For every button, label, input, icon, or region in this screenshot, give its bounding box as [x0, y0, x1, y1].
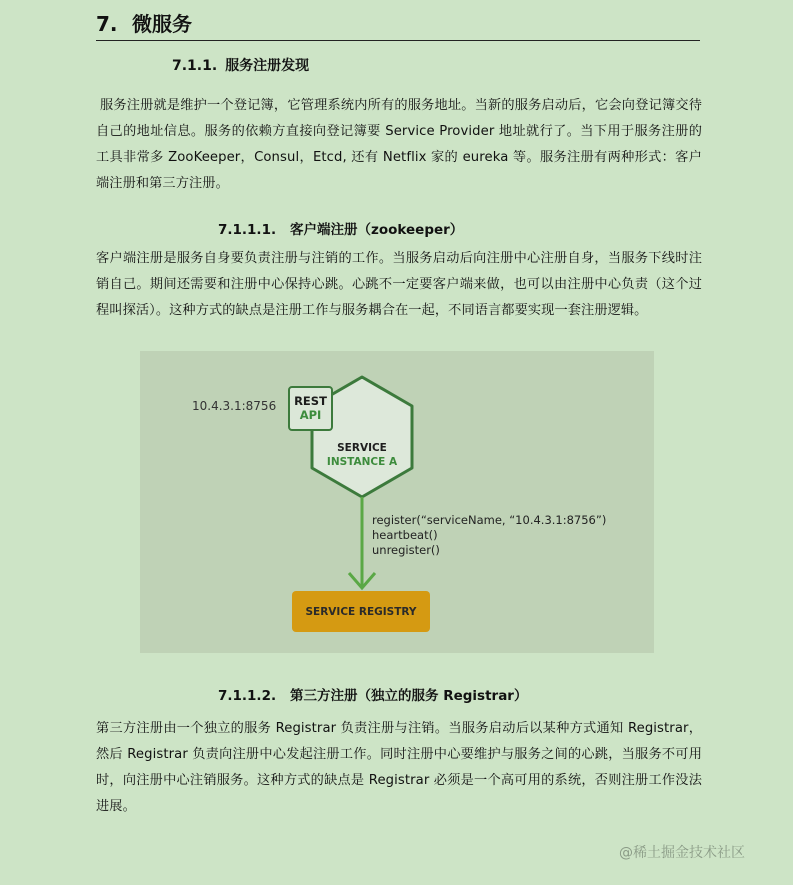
rest-api-box	[288, 386, 333, 431]
service-label: SERVICE	[337, 442, 387, 454]
subsection-heading	[172, 56, 309, 76]
section-number: 7.	[96, 12, 118, 36]
intro-paragraph: 服务注册就是维护一个登记簿，它管理系统内所有的服务地址。当新的服务启动后，它会向登记簿交待自己的地址信息。服务的依赖方直接向登记簿要 Service Provider 地址就行了。当下用于服务注册的工具非常多 ZooKeeper，Consul，Etcd, 还有 Netflix 家的 eureka 等。服务注册有两种形式：客户端注册和第三方注册。	[96, 98, 702, 191]
section-title: 微服务	[132, 12, 192, 36]
client-registration-title: 客户端注册（zookeeper）	[290, 222, 464, 238]
service-registry-box: SERVICE REGISTRY	[292, 591, 430, 632]
watermark: @稀土掘金技术社区	[619, 845, 745, 861]
client-registration-diagram	[140, 351, 654, 653]
section-heading	[96, 10, 700, 41]
client-registration-heading	[218, 220, 463, 240]
registry-calls	[372, 513, 606, 558]
api-label: API	[299, 408, 322, 422]
rest-label: REST	[294, 394, 327, 408]
register-call: register(“serviceName, “10.4.3.1:8756”)	[372, 513, 607, 527]
third-party-registration-paragraph: 第三方注册由一个独立的服务 Registrar 负责注册与注销。当服务启动后以某种方式通知 Registrar，然后 Registrar 负责向注册中心发起注册工作。同时注册中心要维护与服务之间的心跳，当服务不可用时，向注册中心注销服务。这种方式的缺点是 Registrar 必须是一个高可用的系统，否则注册工作没法进展。	[96, 721, 702, 814]
subsection-title: 服务注册发现	[225, 58, 310, 74]
client-registration-paragraph: 客户端注册是服务自身要负责注册与注销的工作。当服务启动后向注册中心注册自身，当服务下线时注销自己。期间还需要和注册中心保持心跳。心跳不一定要客户端来做，也可以由注册中心负责（这个过程叫探活）。这种方式的缺点是注册工作与服务耦合在一起，不同语言都要实现一套注册逻辑。	[96, 251, 702, 318]
service-instance-label	[310, 441, 414, 469]
client-registration-number: 7.1.1.1.	[218, 222, 277, 238]
third-party-registration-title: 第三方注册（独立的服务 Registrar）	[290, 688, 528, 704]
heartbeat-call: heartbeat()	[372, 528, 438, 542]
third-party-registration-number: 7.1.1.2.	[218, 688, 277, 704]
subsection-number: 7.1.1.	[172, 58, 218, 74]
unregister-call: unregister()	[372, 543, 440, 557]
instance-label: INSTANCE A	[326, 456, 398, 468]
ip-address-label: 10.4.3.1:8756	[192, 399, 277, 413]
third-party-registration-heading	[218, 686, 527, 706]
